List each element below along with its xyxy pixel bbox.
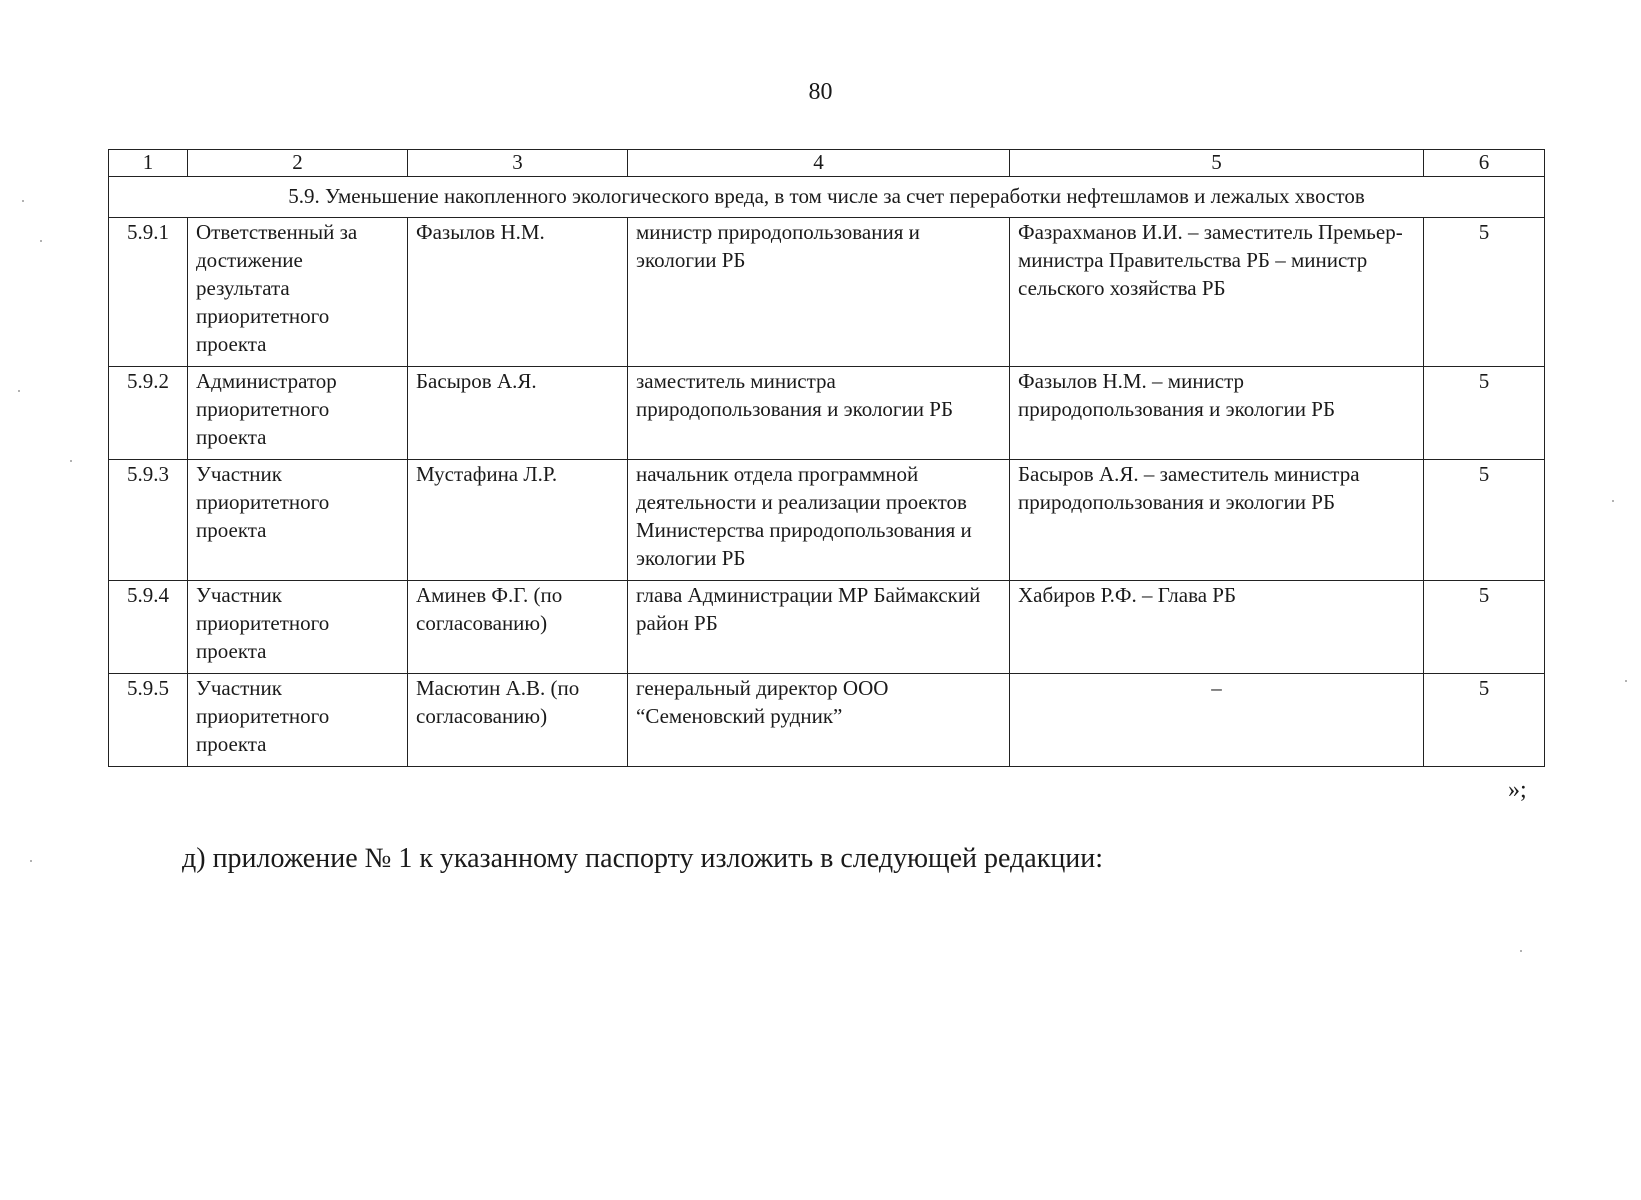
row-supervisor: Хабиров Р.Ф. – Глава РБ	[1010, 581, 1424, 674]
assignment-table	[108, 149, 1545, 767]
column-header: 4	[628, 150, 1010, 177]
scan-speck	[1625, 680, 1627, 682]
row-role: Участник приоритетного проекта	[188, 460, 408, 581]
column-header: 5	[1010, 150, 1424, 177]
row-supervisor: –	[1010, 674, 1424, 767]
row-number: 5.9.4	[109, 581, 188, 674]
row-role: Участник приоритетного проекта	[188, 581, 408, 674]
section-title: 5.9. Уменьшение накопленного экологического вреда, в том числе за счет переработки нефтешламов и лежалых хвостов	[109, 177, 1545, 218]
row-score: 5	[1424, 218, 1545, 367]
row-position: начальник отдела программной деятельности и реализации проектов Министерства природопользования и экологии РБ	[628, 460, 1010, 581]
table-header-row	[109, 150, 1545, 177]
table-row	[109, 581, 1545, 674]
amendment-paragraph: д) приложение № 1 к указанному паспорту изложить в следующей редакции:	[182, 843, 1104, 874]
scan-speck	[40, 240, 42, 242]
table-row	[109, 218, 1545, 367]
row-person: Басыров А.Я.	[408, 367, 628, 460]
row-person: Мустафина Л.Р.	[408, 460, 628, 581]
page-number: 80	[808, 79, 833, 105]
row-number: 5.9.5	[109, 674, 188, 767]
column-header: 1	[109, 150, 188, 177]
row-role: Ответственный за достижение результата приоритетного проекта	[188, 218, 408, 367]
row-score: 5	[1424, 674, 1545, 767]
row-position: глава Администрации МР Баймакский район РБ	[628, 581, 1010, 674]
table-row	[109, 460, 1545, 581]
scan-speck	[1520, 950, 1522, 952]
row-person: Масютин А.В. (по согласованию)	[408, 674, 628, 767]
row-supervisor: Фазрахманов И.И. – заместитель Премьер-министра Правительства РБ – министр сельского хозяйства РБ	[1010, 218, 1424, 367]
row-person: Аминев Ф.Г. (по согласованию)	[408, 581, 628, 674]
scan-speck	[30, 860, 32, 862]
row-number: 5.9.1	[109, 218, 188, 367]
column-header: 6	[1424, 150, 1545, 177]
column-header: 3	[408, 150, 628, 177]
row-supervisor: Басыров А.Я. – заместитель министра природопользования и экологии РБ	[1010, 460, 1424, 581]
row-role: Администратор приоритетного проекта	[188, 367, 408, 460]
row-number: 5.9.3	[109, 460, 188, 581]
row-role: Участник приоритетного проекта	[188, 674, 408, 767]
row-score: 5	[1424, 460, 1545, 581]
closing-quote-mark: »;	[1508, 777, 1527, 803]
row-score: 5	[1424, 367, 1545, 460]
scan-speck	[70, 460, 72, 462]
row-score: 5	[1424, 581, 1545, 674]
row-position: генеральный директор ООО “Семеновский рудник”	[628, 674, 1010, 767]
row-supervisor: Фазылов Н.М. – министр природопользования и экологии РБ	[1010, 367, 1424, 460]
section-row	[109, 177, 1545, 218]
scan-speck	[22, 200, 24, 202]
table-row	[109, 674, 1545, 767]
row-position: министр природопользования и экологии РБ	[628, 218, 1010, 367]
row-person: Фазылов Н.М.	[408, 218, 628, 367]
scan-speck	[18, 390, 20, 392]
scan-speck	[1612, 500, 1614, 502]
table-row	[109, 367, 1545, 460]
row-number: 5.9.2	[109, 367, 188, 460]
row-position: заместитель министра природопользования и экологии РБ	[628, 367, 1010, 460]
column-header: 2	[188, 150, 408, 177]
